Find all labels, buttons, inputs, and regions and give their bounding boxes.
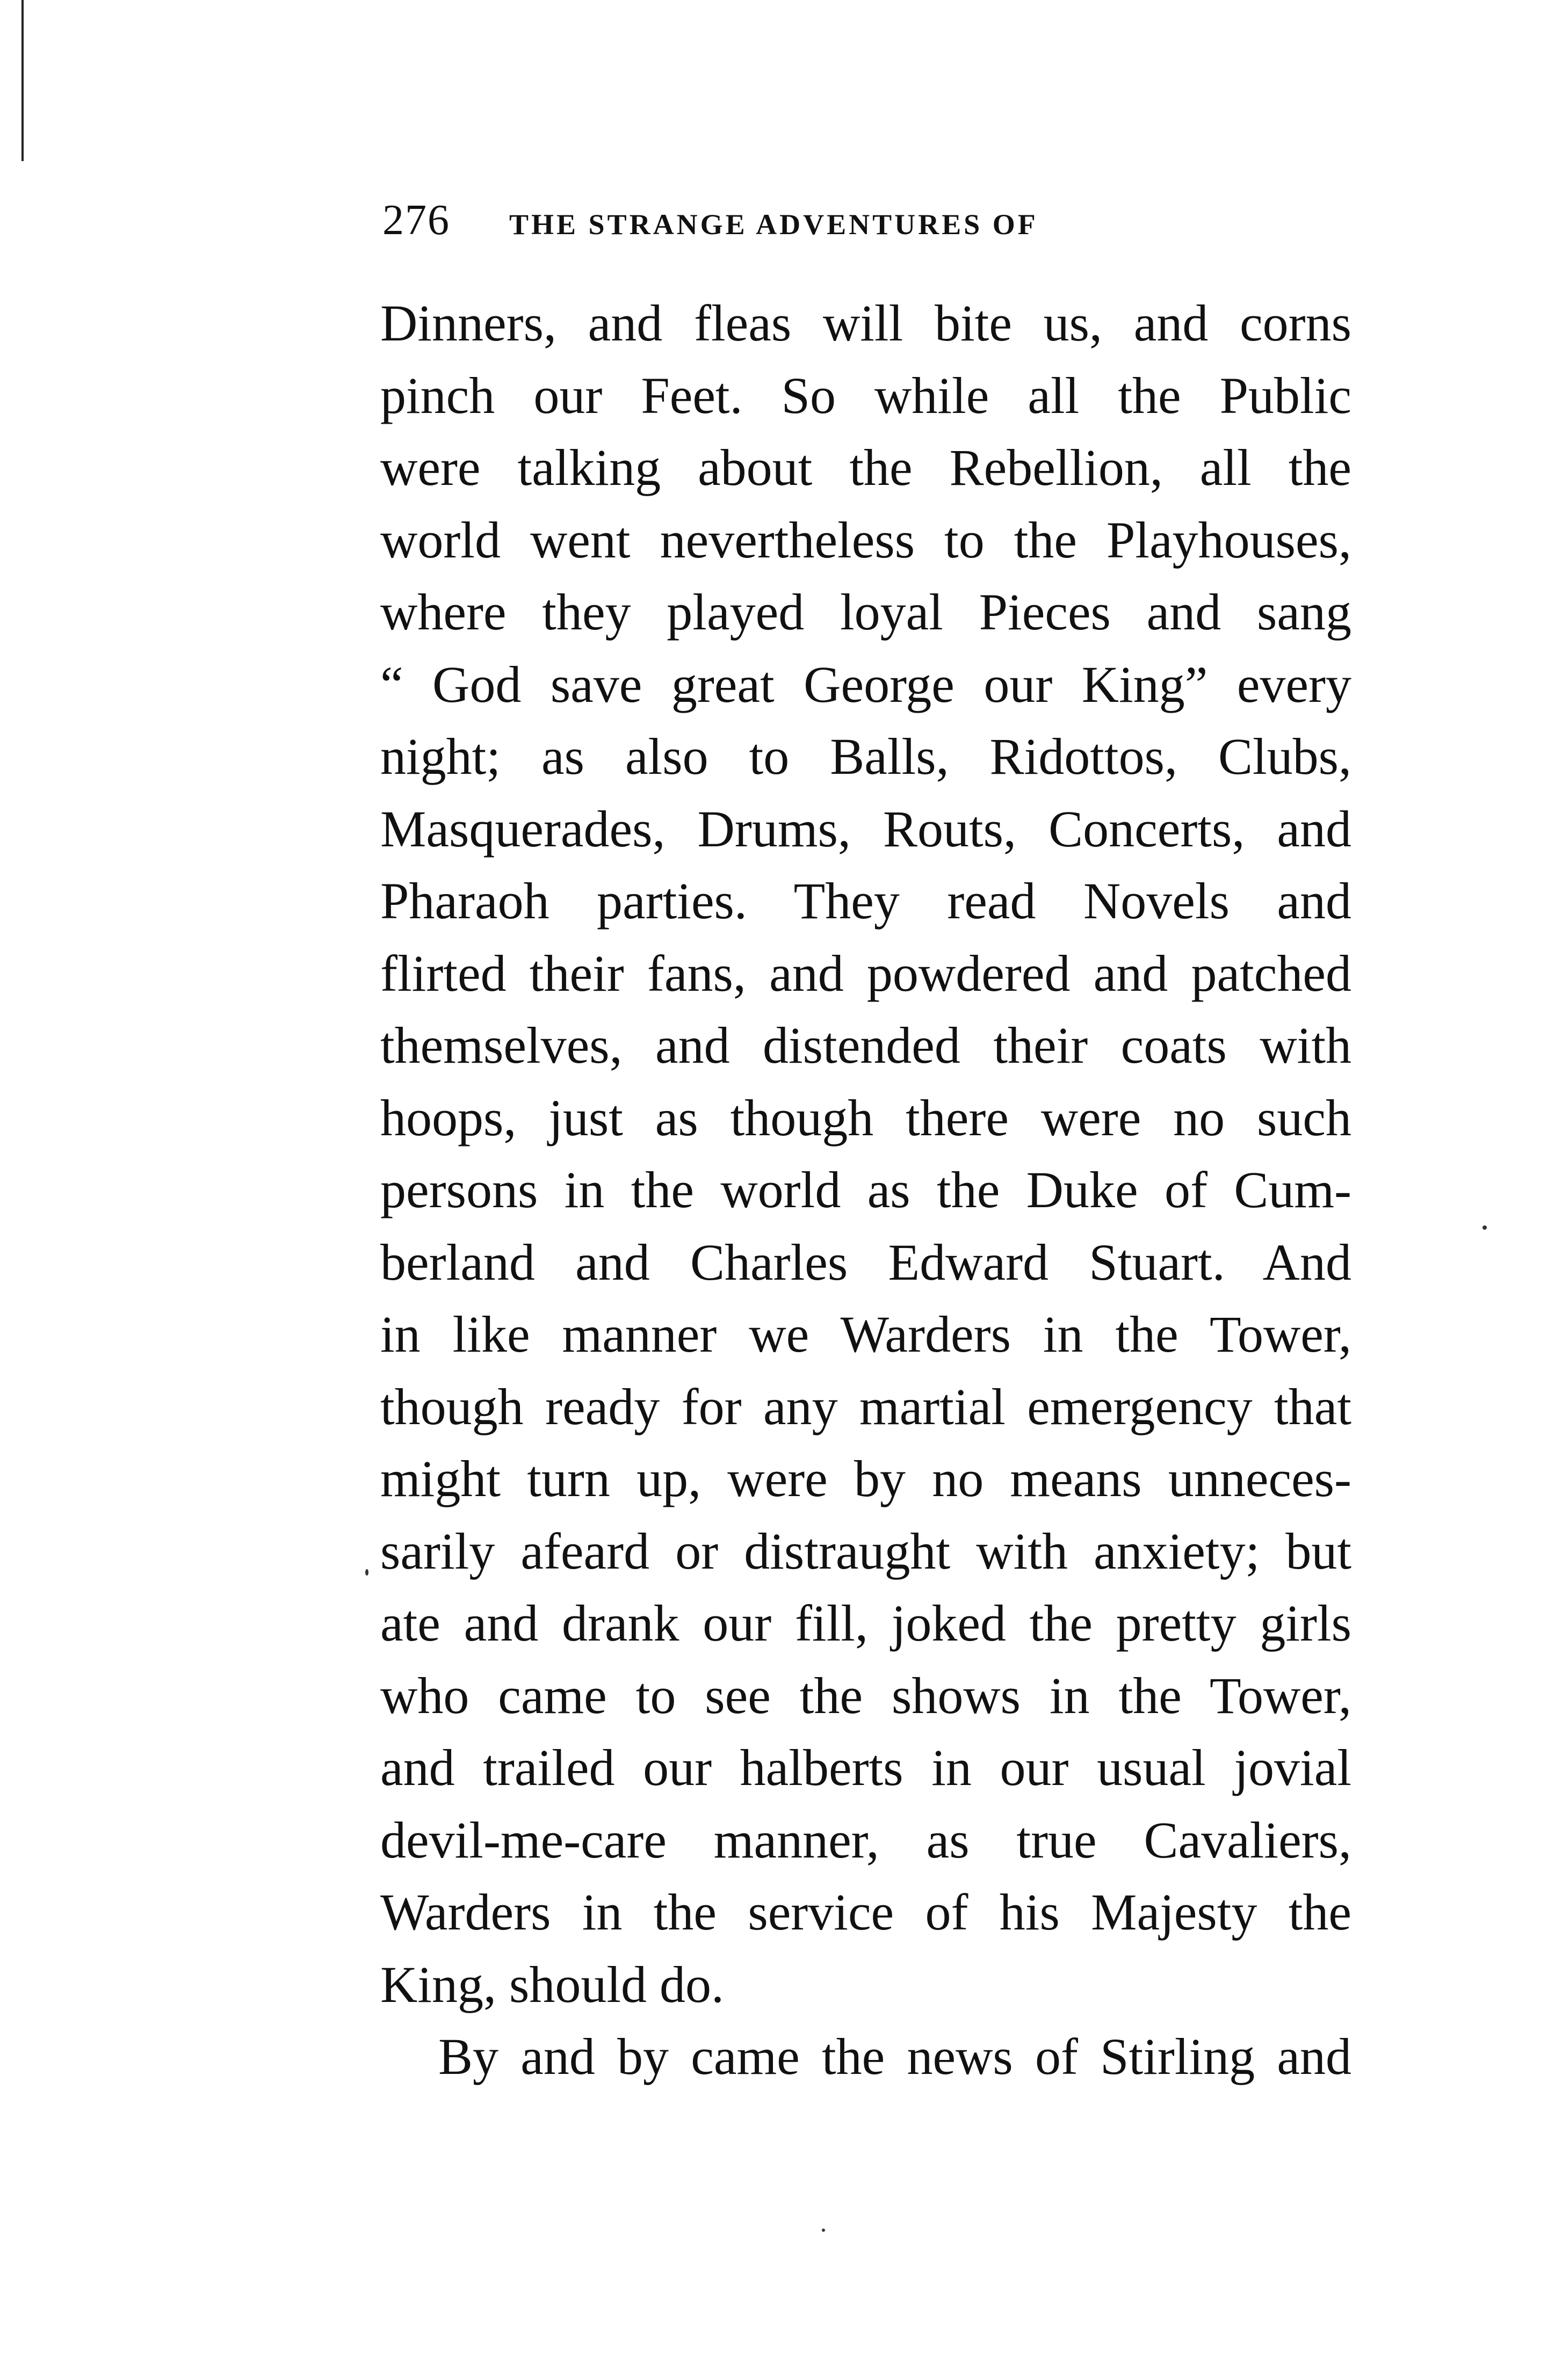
text-line: berland and Charles Edward Stuart. And bbox=[380, 1233, 1351, 1291]
text-line: might turn up, were by no means unneces- bbox=[380, 1450, 1351, 1507]
text-line: in like manner we Warders in the Tower, bbox=[380, 1305, 1351, 1363]
text-line: devil-me-care manner, as true Cavaliers, bbox=[380, 1811, 1351, 1869]
text-line: were talking about the Rebellion, all the bbox=[380, 439, 1351, 496]
text-line: themselves, and distended their coats with bbox=[380, 1017, 1351, 1074]
margin-speck bbox=[822, 2229, 825, 2232]
text-line: persons in the world as the Duke of Cum- bbox=[380, 1161, 1351, 1218]
text-line: hoops, just as though there were no such bbox=[380, 1089, 1351, 1147]
text-line: sarily afeard or distraught with anxiety; but bbox=[380, 1522, 1351, 1580]
text-line: where they played loyal Pieces and sang bbox=[380, 583, 1351, 641]
scan-edge-line bbox=[21, 0, 24, 161]
text-line: ate and drank our fill, joked the pretty girls bbox=[380, 1594, 1351, 1652]
body-text bbox=[380, 287, 1351, 2093]
page-number: 276 bbox=[382, 197, 450, 244]
text-line: though ready for any martial emergency that bbox=[380, 1377, 1351, 1435]
text-line: Warders in the service of his Majesty the bbox=[380, 1883, 1351, 1941]
text-line: Masquerades, Drums, Routs, Concerts, and bbox=[380, 800, 1351, 858]
text-line: King, should do. bbox=[380, 1955, 725, 2013]
text-line: and trailed our halberts in our usual jovial bbox=[380, 1739, 1351, 1796]
text-line: night; as also to Balls, Ridottos, Clubs, bbox=[380, 728, 1351, 785]
margin-speck bbox=[365, 1569, 368, 1576]
text-line: “ God save great George our King” every bbox=[380, 655, 1351, 713]
text-line: Dinners, and fleas will bite us, and corns bbox=[380, 294, 1351, 352]
text-line: flirted their fans, and powdered and patched bbox=[380, 944, 1351, 1002]
running-title: THE STRANGE ADVENTURES OF bbox=[509, 208, 1038, 241]
text-line: world went nevertheless to the Playhouses, bbox=[380, 511, 1351, 569]
text-line: who came to see the shows in the Tower, bbox=[380, 1666, 1351, 1724]
running-head bbox=[382, 196, 1349, 244]
margin-speck bbox=[1483, 1225, 1487, 1230]
text-line: pinch our Feet. So while all the Public bbox=[380, 366, 1351, 424]
text-line: Pharaoh parties. They read Novels and bbox=[380, 872, 1351, 930]
text-line: By and by came the news of Stirling and bbox=[438, 2028, 1351, 2085]
